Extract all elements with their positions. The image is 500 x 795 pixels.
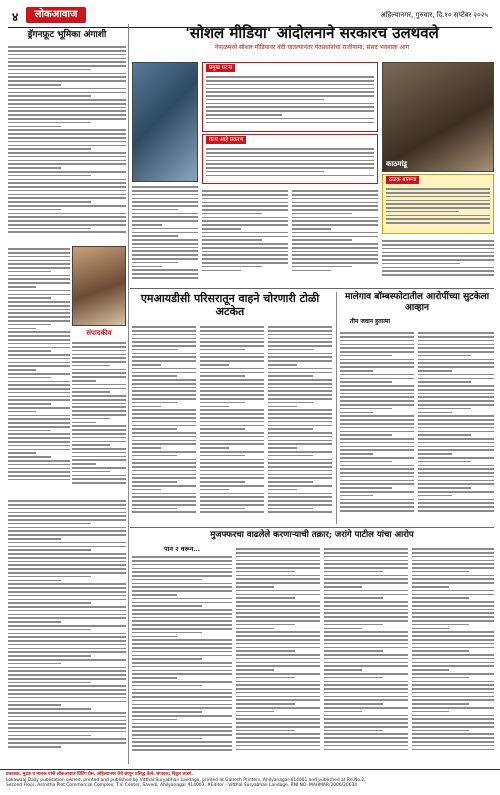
story4-body-d xyxy=(412,546,494,766)
imprint-line-1: प्रकाशक, मुद्रक व मालक यांनी लोकआवाज प्रिंटिंग प्रेस, अहिल्यानगर येथे छापून प्रसिद्ध केले. संपादक: विठ्ठल लांडगे. xyxy=(6,772,194,777)
editorial-tag: संपादकीय xyxy=(86,328,112,337)
section-rule xyxy=(130,288,494,289)
story3-body-a xyxy=(340,330,414,524)
left-story-headline: ड्रॅगनफ्रूट भूमिका अंगाशी xyxy=(27,30,107,40)
continued-head: पान २ वरून... xyxy=(164,545,200,553)
date-line: अहिल्यानगर, गुरुवार, दि.१० सप्टेंबर २०२५ xyxy=(380,11,488,19)
story2-body-a xyxy=(132,324,196,524)
story2-body-c xyxy=(268,324,332,524)
highlight-tag: ठळक बातम्या xyxy=(386,176,419,184)
story4-headline: मुजफ्फरचा वाढलेले करणाऱ्याची तक्रार; जरांगे पाटील यांचा आरोप xyxy=(210,530,414,540)
lead-headline: 'सोशल मीडिया' आंदोलनाने सरकारच उलथवले xyxy=(185,24,439,42)
lead-body-b xyxy=(202,188,288,284)
section-rule-2 xyxy=(130,527,494,528)
lead-photo-left xyxy=(132,62,198,182)
lead-photo-right xyxy=(382,62,494,172)
lead-body-c xyxy=(292,188,378,284)
page-number: ४ xyxy=(12,10,19,24)
lead-photo-caption: काठमांडू xyxy=(386,160,407,168)
left-story xyxy=(8,30,126,41)
highlight-text xyxy=(386,186,490,232)
story2-headline: एमआयडीसी परिसरातून वाहने चोरणारी टोळी अटकेत xyxy=(140,292,320,318)
story3-body-b xyxy=(418,330,494,524)
left-story-body-4 xyxy=(8,498,126,766)
story3-sub: तीन जवान हुतात्मा xyxy=(349,318,391,325)
background-text xyxy=(206,146,374,182)
left-story-body-3 xyxy=(72,340,126,496)
story3-headline: मालेगाव बॉम्बस्फोटातील आरोपींच्या सुटकेला आव्हान xyxy=(344,292,490,313)
story2-body-b xyxy=(200,324,264,524)
left-story-body-2 xyxy=(8,246,70,496)
brand-logo: लोकआवाज xyxy=(26,7,86,23)
story4-body-a xyxy=(132,554,232,766)
background-tag: काय आहे प्रकरण xyxy=(206,136,246,144)
imprint-footer xyxy=(0,769,500,795)
story4-body-b xyxy=(236,546,320,766)
imprint-line-3: Second Floor, Asmitha Plot Commercial Complex, T.V. Center, Savedi, Ahilyanagar 414003. #Editor - Vitthal Suryabhan Landage. RNI NO. MAHMAR/2006/20634 xyxy=(6,783,358,789)
left-photo xyxy=(72,246,126,326)
lead-body-d xyxy=(382,238,494,284)
column-rule-2 xyxy=(336,292,337,524)
lead-body-a xyxy=(132,184,198,284)
lead-subheadline: नेपाळमध्ये सोशल मीडियावर बंदी घातल्यानंतर पंतप्रधानांचा राजीनामा; संसद भवनाला आग xyxy=(214,44,410,51)
key-events-text xyxy=(206,74,374,130)
story4-body-c xyxy=(324,546,408,766)
imprint-line-2: Lokawaaj Daily publication owned, printed and published by Vitthal Suryabhan Landage, printed at Ganesh Printers, Ahilyanagar-414001 and published at Rd.No.2, xyxy=(6,777,366,783)
key-events-tag: प्रमुख घटना xyxy=(206,64,235,72)
column-rule xyxy=(128,24,129,764)
left-story-body xyxy=(8,44,126,244)
